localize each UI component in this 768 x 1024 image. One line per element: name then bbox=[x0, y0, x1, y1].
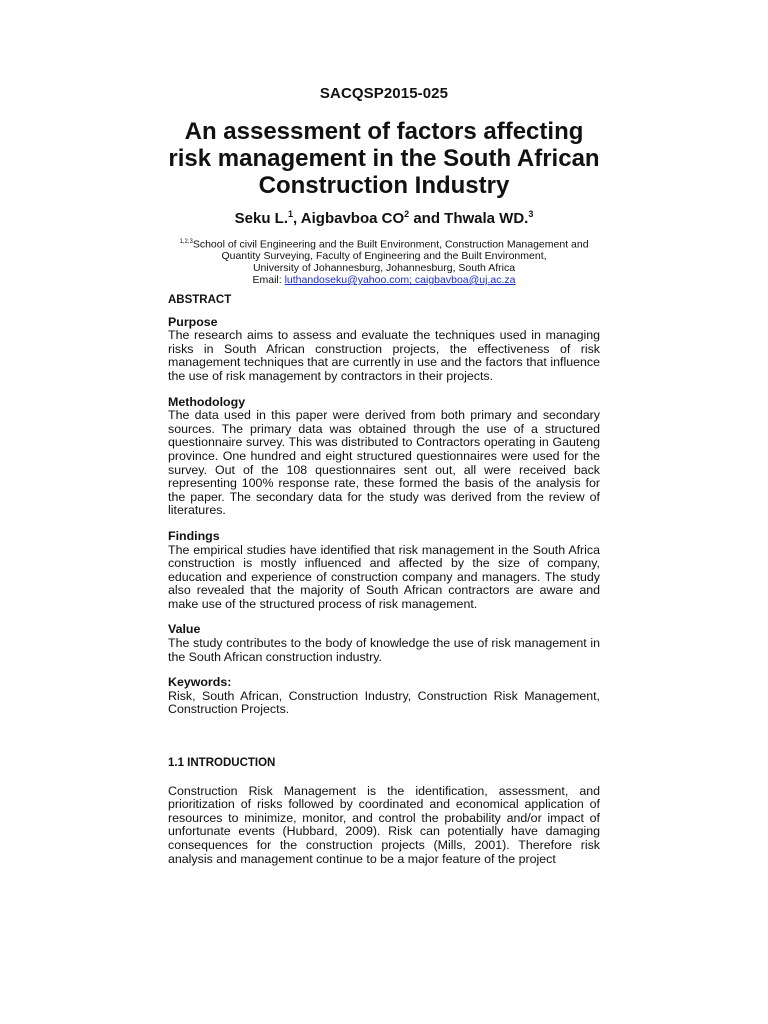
email-link[interactable]: luthandoseku@yahoo.com; caigbavboa@uj.ac.za bbox=[284, 273, 516, 286]
affiliation-line-3: University of Johannesburg, Johannesburg, South Africa bbox=[252, 262, 516, 275]
author-2-marker: 2 bbox=[404, 209, 410, 219]
paper-id: SACQSP2015-025 bbox=[319, 85, 449, 102]
purpose-heading: Purpose bbox=[168, 314, 218, 329]
abstract-heading: ABSTRACT bbox=[168, 294, 232, 306]
affiliation-marker: 1,2,3 bbox=[179, 239, 193, 245]
value-heading: Value bbox=[168, 622, 201, 637]
findings-heading: Findings bbox=[168, 528, 220, 543]
author-3: and Thwala WD. bbox=[409, 210, 529, 227]
author-3-marker: 3 bbox=[528, 209, 534, 219]
email-label: Email: bbox=[252, 273, 285, 286]
affiliation bbox=[150, 237, 618, 287]
author-list bbox=[0, 209, 768, 227]
keywords-paragraph: Risk, South African, Construction Industry, Construction Risk Management, Construction Projects. bbox=[168, 688, 600, 717]
title-line-2: risk management in the South African bbox=[168, 145, 600, 172]
affiliation-line-2: Quantity Surveying, Faculty of Engineering and the Built Environment, bbox=[221, 250, 547, 263]
title-line-3: Construction Industry bbox=[258, 172, 510, 199]
findings-paragraph: The empirical studies have identified that risk management in the South Africa construction is mostly influenced and affected by the size of company, education and experience of construction company and managers. The study also revealed that the majority of South African contractors are aware and make use of the structured process of risk management. bbox=[168, 542, 600, 611]
methodology-heading: Methodology bbox=[168, 394, 246, 409]
methodology-paragraph: The data used in this paper were derived from both primary and secondary sources. The primary data was obtained through the use of a structured questionnaire survey. This was distributed to Contractors operating in Gauteng province. One hundred and eight structured questionnaires were used for the survey. Out of the 108 questionnaires sent out, all were received back representing 100% response rate, these formed the basis of the analysis for the paper. The secondary data for the study was derived from the review of literatures. bbox=[168, 408, 600, 518]
introduction-heading: 1.1 INTRODUCTION bbox=[168, 757, 276, 770]
affiliation-line-1: $^{1,2,3}$School of civil Engineering and the Built Environment, Construction Management and bbox=[179, 238, 589, 251]
paper-title bbox=[100, 118, 668, 199]
keywords-heading: Keywords: bbox=[168, 675, 232, 690]
purpose-paragraph: The research aims to assess and evaluate the techniques used in managing risks in South African construction projects, the effectiveness of risk management techniques that are currently in use and the factors that influence the use of risk management by contractors in their projects. bbox=[168, 328, 600, 383]
author-1-marker: 1 bbox=[288, 209, 294, 219]
author-1: Seku L. bbox=[234, 210, 288, 227]
email-line bbox=[150, 275, 618, 287]
title-line-1: An assessment of factors affecting bbox=[184, 118, 584, 145]
value-paragraph: The study contributes to the body of knowledge the use of risk management in the South African construction industry. bbox=[168, 636, 600, 664]
introduction-paragraph: Construction Risk Management is the identification, assessment, and prioritization of risks followed by coordinated and economical application of resources to minimize, monitor, and control the probability and/or impact of unfortunate events (Hubbard, 2009). Risk can potentially have damaging consequences for the construction projects (Mills, 2001). Therefore risk analysis and management continue to be a major feature of the project bbox=[168, 783, 600, 866]
author-2: , Aigbavboa CO bbox=[293, 210, 405, 227]
paper-body bbox=[168, 294, 600, 866]
